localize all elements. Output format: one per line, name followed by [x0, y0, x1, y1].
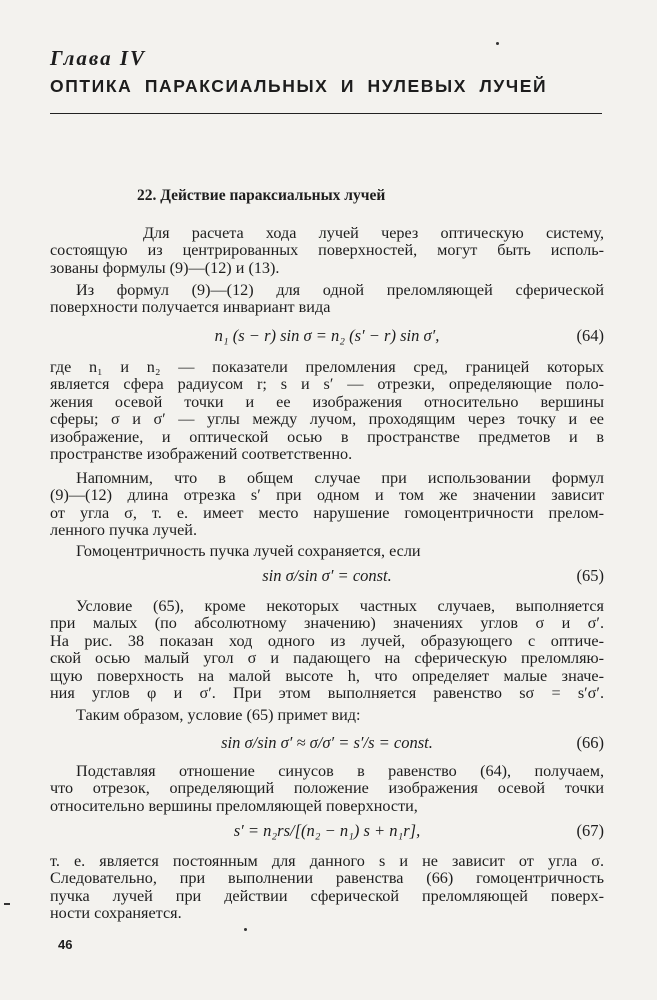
text-line: Гомоцентричность пучка лучей сохраняется, если — [76, 542, 421, 560]
text-line: Следовательно, при выполнении равенства (66) гомоцентричность — [50, 869, 604, 888]
paragraph-6 — [50, 598, 604, 702]
equation-number: (66) — [576, 733, 604, 752]
text-line: пространстве изображений соответственно. — [50, 445, 353, 464]
paragraph-8 — [50, 763, 604, 815]
equation-number: (67) — [576, 821, 604, 840]
paragraph-4 — [50, 470, 604, 540]
equation-formula: n₁ (s − r) sin σ = n₂ (s′ − r) sin σ′, — [214, 326, 440, 345]
paragraph-1 — [50, 225, 604, 277]
paragraph-7 — [50, 707, 604, 724]
text-line: поверхности получается инвариант вида — [50, 298, 331, 317]
text-line: Из формул (9)—(12) для одной преломляющей сферической — [76, 281, 604, 299]
scan-speck — [4, 903, 10, 905]
text-line: изображение, и оптической осью в пространстве предметов и в — [50, 427, 604, 446]
text-line: Таким образом, условие (65) примет вид: — [76, 706, 361, 724]
text-line: ности сохраняется. — [50, 904, 182, 923]
text-line: что отрезок, определяющий положение изображения осевой точки — [50, 779, 604, 798]
text-line: где n₁ и n₂ — показатели преломления сред, границей которых — [50, 358, 604, 376]
text-line: (9)—(12) длина отрезка s′ при одном и том же значении зависит — [50, 486, 604, 505]
text-line: На рис. 38 показан ход одного из лучей, образующего с оптиче- — [50, 631, 604, 650]
equation-number: (64) — [576, 326, 604, 345]
text-line: от угла σ, т. е. имеет место нарушение гомоцентричности прелом- — [50, 503, 604, 522]
paragraph-3 — [50, 359, 604, 463]
text-line: состоящую из центрированных поверхностей, могут быть исполь- — [50, 241, 604, 260]
text-line: жения осевой точки и ее изображения относительно вершины — [50, 392, 604, 411]
text-line: Условие (65), кроме некоторых частных случаев, выполняется — [76, 597, 604, 615]
chapter-label: Глава IV — [50, 46, 147, 70]
text-line: зованы формулы (9)—(12) и (13). — [50, 258, 280, 277]
text-line: является сфера радиусом r; s и s′ — отрезки, определяющие поло- — [50, 375, 604, 394]
equation-66 — [50, 733, 604, 753]
text-line: при малых (по абсолютному значению) значениях углов σ и σ′. — [50, 614, 604, 633]
equation-number: (65) — [576, 566, 604, 585]
text-line: т. е. является постоянным для данного s и не зависит от угла σ. — [50, 852, 604, 870]
text-line: Подставляя отношение синусов в равенство (64), получаем, — [76, 762, 604, 780]
text-line: ленного пучка лучей. — [50, 521, 198, 540]
equation-64 — [50, 326, 604, 346]
text-line: Напомним, что в общем случае при использовании формул — [76, 469, 604, 487]
chapter-divider — [50, 113, 602, 114]
equation-67 — [50, 821, 604, 841]
equation-formula: sin σ/sin σ′ = const. — [262, 566, 392, 585]
section-title: 22. Действие параксиальных лучей — [137, 187, 386, 204]
text-line: ской осью малый угол σ и падающего на сферическую преломляю- — [50, 649, 604, 668]
scan-speck — [244, 928, 247, 931]
text-line: пучка лучей при действии сферической преломляющей поверх- — [50, 886, 604, 905]
text-line: щую поверхность на малой высоте h, что определяет малые значе- — [50, 666, 604, 685]
text-line: ния углов φ и σ′. При этом выполняется равенство sσ = s′σ′. — [50, 684, 604, 703]
paragraph-9 — [50, 853, 604, 923]
paragraph-2 — [50, 282, 604, 317]
chapter-title: ОПТИКА ПАРАКСИАЛЬНЫХ И НУЛЕВЫХ ЛУЧЕЙ — [50, 76, 548, 96]
equation-formula: sin σ/sin σ′ ≈ σ/σ′ = s′/s = const. — [221, 733, 433, 752]
text-line: относительно вершины преломляющей поверхности, — [50, 796, 418, 815]
text-line: Для расчета хода лучей через оптическую систему, — [143, 224, 604, 242]
equation-formula: s′ = n₂rs/[(n₂ − n₁) s + n₁r], — [233, 821, 421, 840]
text-line: сферы; σ и σ′ — углы между лучом, проходящим через точку и ее — [50, 410, 604, 429]
page-number: 46 — [58, 937, 73, 952]
equation-65 — [50, 566, 604, 586]
scan-speck — [496, 42, 499, 45]
paragraph-5 — [50, 543, 604, 560]
